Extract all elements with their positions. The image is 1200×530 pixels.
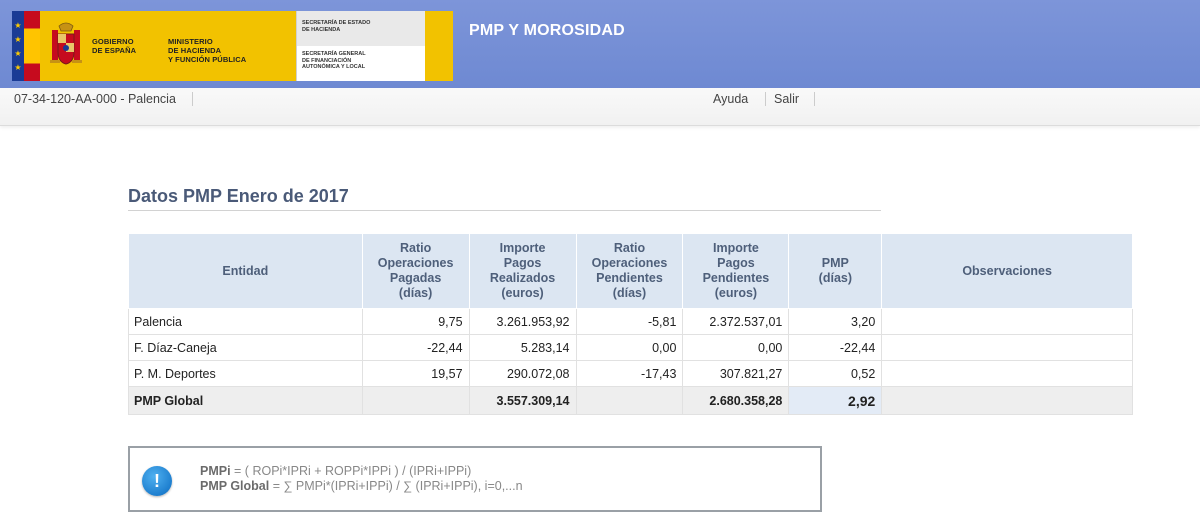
general-secretariat [297, 46, 425, 81]
ministry-line-3: Y FUNCIÓN PÚBLICA [168, 55, 247, 64]
header-line: Operaciones [377, 256, 454, 270]
cell-pmp: -22,44 [789, 335, 882, 361]
sub-navigation-bar [0, 88, 1200, 126]
header-line: Pagadas [389, 271, 442, 285]
table-row [129, 309, 1133, 335]
formula-pmpi-label: PMPi [200, 464, 231, 478]
cell-ratio-pagadas: -22,44 [362, 335, 469, 361]
formula-info-box [128, 446, 822, 512]
info-icon: ! [142, 466, 172, 496]
general-sec-line-3: AUTONÓMICA Y LOCAL [302, 64, 366, 70]
header-line: Pendientes [596, 271, 663, 285]
total-ratio-pendientes [576, 387, 683, 415]
header-line: Operaciones [591, 256, 668, 270]
cell-entidad: F. Díaz-Caneja [129, 335, 363, 361]
header-line: Pendientes [702, 271, 770, 285]
gov-line-1: GOBIERNO [92, 37, 134, 46]
formula-pmp-global [200, 479, 523, 493]
cell-importe-pendientes: 307.821,27 [683, 361, 789, 387]
header-line: Pagos [503, 256, 542, 270]
formula-global-text: = ∑ PMPi*(IPRi+IPPi) / ∑ (IPRi+IPPi), i=0,...n [269, 479, 523, 493]
cell-entidad: P. M. Deportes [129, 361, 363, 387]
entity-code: 07-34-120-AA-000 - Palencia [14, 92, 193, 106]
general-sec-line-2: DE FINANCIACIÓN [302, 57, 352, 64]
total-importe-realizados: 3.557.309,14 [469, 387, 576, 415]
header-line: Ratio [399, 241, 432, 255]
table-row [129, 335, 1133, 361]
page-title: Datos PMP Enero de 2017 [128, 186, 349, 206]
help-link[interactable]: Ayuda [713, 92, 766, 106]
exit-link[interactable]: Salir [774, 92, 815, 106]
cell-ratio-pagadas: 9,75 [362, 309, 469, 335]
table-row [129, 361, 1133, 387]
app-title: PMP Y MOROSIDAD [469, 22, 625, 39]
header-line: Pagos [717, 256, 755, 270]
cell-observaciones [882, 335, 1133, 361]
general-sec-line-1: SECRETARÍA GENERAL [302, 51, 366, 57]
ministry-line-1: MINISTERIO [168, 37, 213, 46]
total-ratio-pagadas [362, 387, 469, 415]
formula-global-label: PMP Global [200, 479, 270, 493]
heading-divider [128, 210, 881, 211]
cell-ratio-pendientes: -17,43 [576, 361, 683, 387]
top-header [0, 0, 1200, 88]
header-line: Importe [712, 241, 759, 255]
header-ratio-pagadas [362, 234, 469, 309]
header-line: (días) [818, 271, 853, 285]
header-line: (días) [612, 286, 647, 300]
cell-importe-pendientes: 0,00 [683, 335, 789, 361]
header-line: (días) [398, 286, 433, 300]
header-importe-pendientes [683, 234, 789, 309]
pmp-table [128, 233, 1133, 415]
formula-pmpi [200, 464, 471, 478]
ministry-line-2: DE HACIENDA [168, 46, 222, 55]
cell-ratio-pagadas: 19,57 [362, 361, 469, 387]
cell-importe-realizados: 3.261.953,92 [469, 309, 576, 335]
table-total-row [129, 387, 1133, 415]
header-pmp [789, 234, 882, 309]
header-line: Ratio [613, 241, 646, 255]
secretariat-line-2: DE HACIENDA [302, 27, 341, 33]
header-entidad: Entidad [129, 234, 363, 309]
formula-pmpi-text: = ( ROPi*IPRi + ROPPi*IPPi ) / (IPRi+IPPi) [230, 464, 472, 478]
cell-ratio-pendientes: -5,81 [576, 309, 683, 335]
secretariat-line-1: SECRETARÍA DE ESTADO [302, 20, 371, 26]
total-importe-pendientes: 2.680.358,28 [683, 387, 789, 415]
spain-flag-icon [12, 11, 40, 81]
cell-pmp: 3,20 [789, 309, 882, 335]
header-line: Importe [499, 241, 546, 255]
total-label: PMP Global [129, 387, 363, 415]
total-observaciones [882, 387, 1133, 415]
cell-importe-realizados: 5.283,14 [469, 335, 576, 361]
government-name [92, 11, 162, 81]
coat-of-arms-icon [40, 11, 92, 81]
cell-pmp: 0,52 [789, 361, 882, 387]
cell-observaciones [882, 309, 1133, 335]
state-secretariat [297, 11, 425, 46]
header-line: (euros) [501, 286, 544, 300]
header-line: PMP [821, 256, 849, 270]
cell-observaciones [882, 361, 1133, 387]
eu-stars-icon: ★ ★ ★ ★ [12, 11, 24, 81]
total-pmp: 2,92 [789, 387, 882, 415]
cell-entidad: Palencia [129, 309, 363, 335]
table-header-row [129, 234, 1133, 309]
government-logo [12, 11, 453, 81]
cell-ratio-pendientes: 0,00 [576, 335, 683, 361]
cell-importe-realizados: 290.072,08 [469, 361, 576, 387]
header-line: Realizados [489, 271, 556, 285]
header-line: (euros) [714, 286, 758, 300]
ministry-name [162, 11, 296, 81]
secretariat-block [296, 11, 425, 81]
gov-line-2: DE ESPAÑA [92, 46, 137, 55]
header-importe-realizados [469, 234, 576, 309]
header-observaciones: Observaciones [882, 234, 1133, 309]
cell-importe-pendientes: 2.372.537,01 [683, 309, 789, 335]
header-ratio-pendientes [576, 234, 683, 309]
